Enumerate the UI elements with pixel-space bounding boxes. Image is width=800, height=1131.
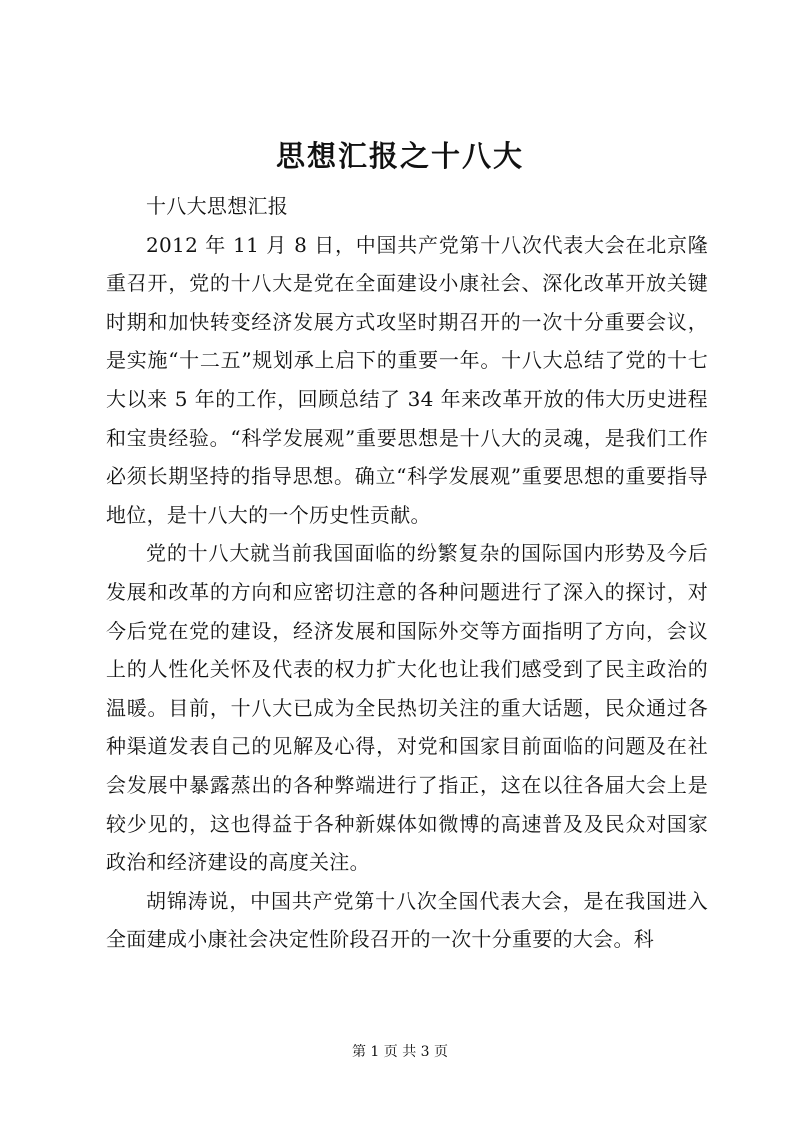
page-footer: 第 1 页 共 3 页 xyxy=(351,1044,449,1060)
document-body xyxy=(106,187,708,959)
body-paragraph: 胡锦涛说，中国共产党第十八次全国代表大会，是在我国进入全面建成小康社会决定性阶段召开的一次十分重要的大会。科 xyxy=(106,888,708,952)
subtitle-paragraph: 十八大思想汇报 xyxy=(146,194,289,218)
document-title: 思想汇报之十八大 xyxy=(275,139,524,173)
body-paragraph: 2012 年 11 月 8 日，中国共产党第十八次代表大会在北京隆重召开，党的十八大是党在全面建设小康社会、深化改革开放关键时期和加快转变经济发展方式攻坚时期召开的一次十分重要会议，是实施“十二五”规划承上启下的重要一年。十八大总结了党的十七大以来 5 年的工作，回顾总结了 34 年来改革开放的伟大历史进程和宝贵经验。“科学发展观”重要思想是十八大的灵魂，是我们工作必须长期坚持的指导思想。确立“科学发展观”重要思想的重要指导地位，是十八大的一个历史性贡献。 xyxy=(106,232,708,527)
body-paragraph: 党的十八大就当前我国面临的纷繁复杂的国际国内形势及今后发展和改革的方向和应密切注意的各种问题进行了深入的探讨，对今后党在党的建设，经济发展和国际外交等方面指明了方向，会议上的人性化关怀及代表的权力扩大化也让我们感受到了民主政治的温暖。目前，十八大已成为全民热切关注的重大话题，民众通过各种渠道发表自己的见解及心得，对党和国家目前面临的问题及在社会发展中暴露蒸出的各种弊端进行了指正，这在以往各届大会上是较少见的，这也得益于各种新媒体如微博的高速普及及民众对国家政治和经济建设的高度关注。 xyxy=(106,541,708,875)
